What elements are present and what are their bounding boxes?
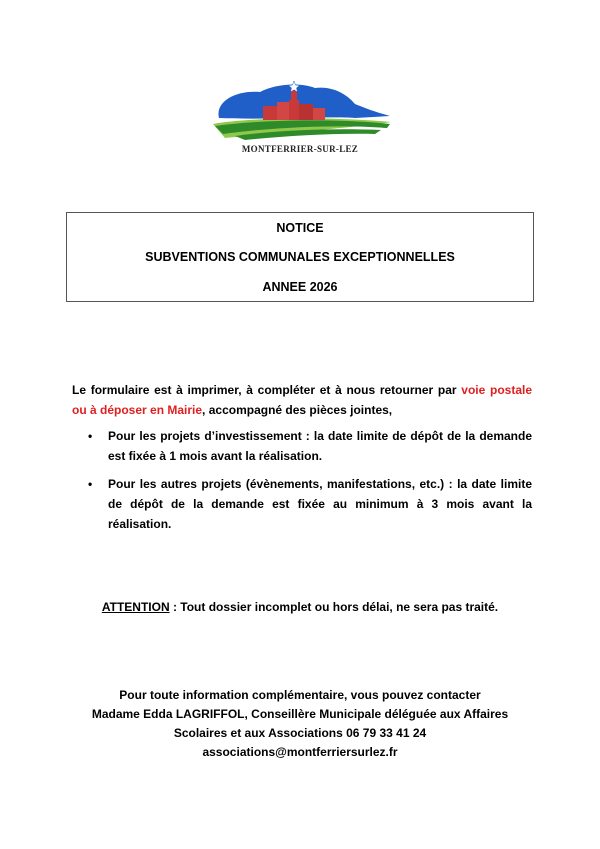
- notice-subtitle: SUBVENTIONS COMMUNALES EXCEPTIONNELLES: [145, 250, 455, 264]
- list-item: • Pour les projets d’investissement : la date limite de dépôt de la demande est fixée à 1 mois avant la réalisation.: [72, 426, 532, 466]
- intro-text-end: , accompagné des pièces jointes,: [202, 403, 393, 417]
- attention-text: : Tout dossier incomplet ou hors délai, ne sera pas traité.: [169, 600, 499, 614]
- intro-paragraph: [72, 380, 532, 420]
- contact-email: associations@montferriersurlez.fr: [202, 745, 398, 759]
- intro-highlight: voie postale ou à déposer en Mairie: [72, 383, 532, 417]
- attention-label: ATTENTION: [101, 600, 170, 614]
- notice-year: ANNEE 2026: [262, 280, 338, 294]
- list-item: • Pour les autres projets (évènements, manifestations, etc.) : la date limite de dépôt de la demande est fixée au minimum à 3 mois avant la réalisation.: [72, 474, 532, 534]
- contact-line-2: Madame Edda LAGRIFFOL, Conseillère Municipale déléguée aux Affaires: [91, 707, 509, 721]
- logo-town-name: MONTFERRIER-SUR-LEZ: [241, 144, 359, 154]
- title-box: [66, 212, 534, 302]
- attention-notice: [0, 600, 600, 614]
- contact-line-1: Pour toute information complémentaire, vous pouvez contacter: [119, 688, 481, 702]
- logo-graphic: [205, 78, 395, 142]
- intro-text-start: Le formulaire est à imprimer, à compléter et à nous retourner par: [72, 383, 462, 397]
- municipal-logo: [205, 78, 395, 160]
- contact-line-3: Scolaires et aux Associations 06 79 33 41 24: [173, 726, 427, 740]
- contact-block: [0, 686, 600, 762]
- deadline-list: [72, 426, 532, 542]
- notice-title: NOTICE: [276, 221, 324, 235]
